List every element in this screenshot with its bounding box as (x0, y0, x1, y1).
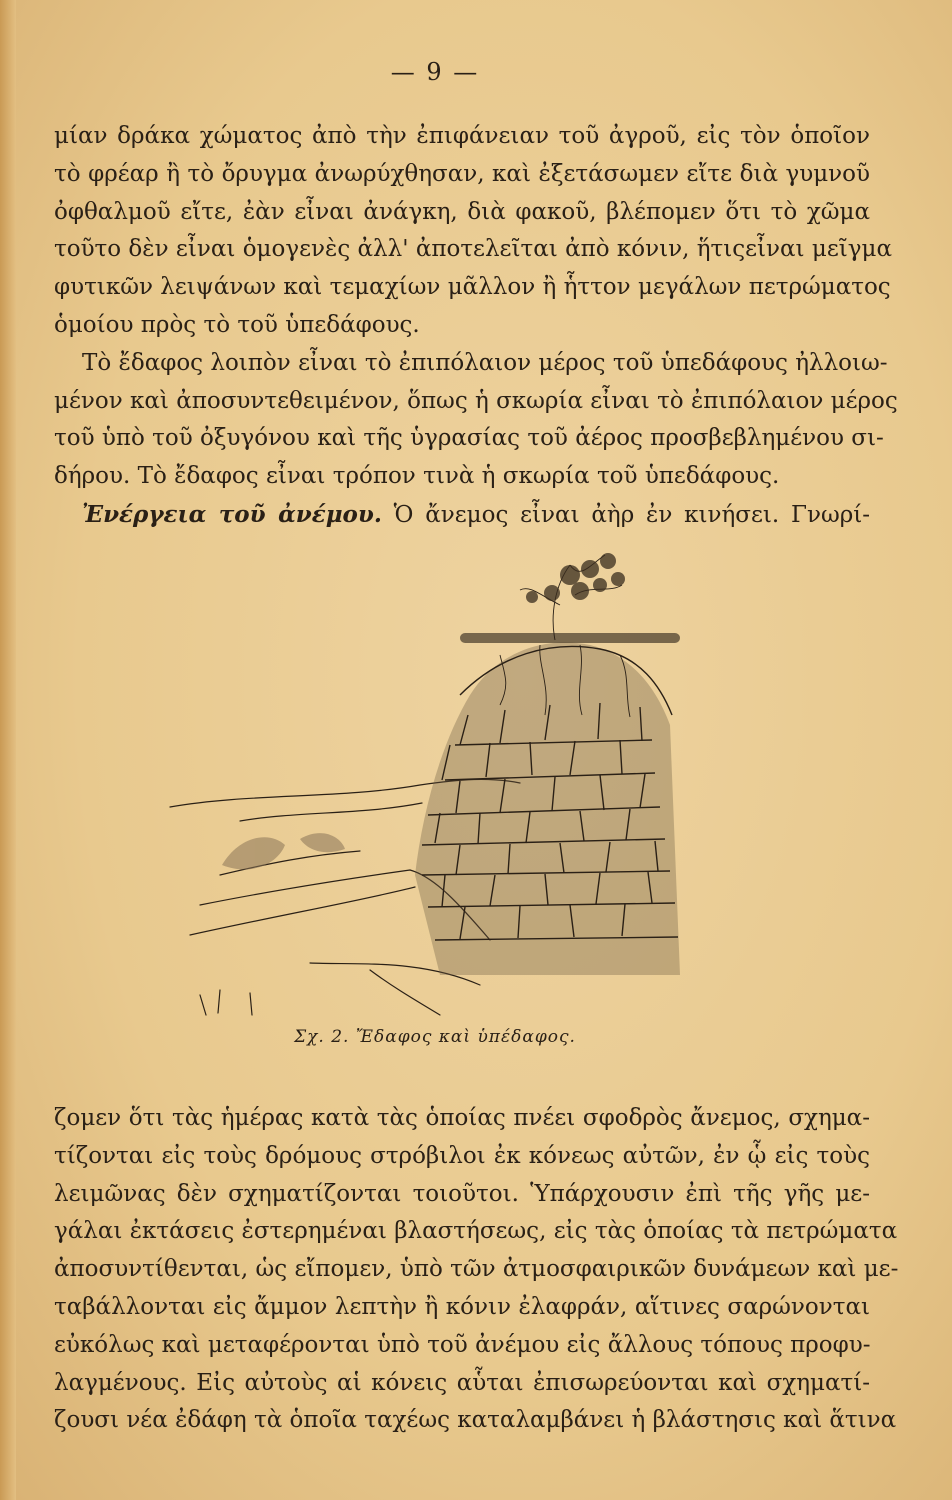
text-line: τὸ φρέαρ ἢ τὸ ὄρυγμα ἀνωρύχθησαν, καὶ ἐξετάσωμεν εἴτε διὰ γυμνοῦ (54, 160, 870, 187)
text-line: μίαν δράκα χώματος ἀπὸ τὴν ἐπιφάνειαν τοῦ ἀγροῦ, εἰς τὸν ὁποῖον (54, 123, 870, 149)
text-line: γάλαι ἐκτάσεις ἐστερημέναι βλαστήσεως, εἰς τὰς ὁποίας τὰ πετρώματα (54, 1218, 898, 1245)
figure-illustration (160, 545, 800, 1025)
text-line: ζουσι νέα ἐδάφη τὰ ὁποῖα ταχέως καταλαμβάνει ἡ βλάστησις καὶ ἅτινα (54, 1407, 897, 1434)
soil-and-subsoil-illustration (160, 545, 800, 1025)
section-heading-line (54, 496, 870, 534)
text-line: ὀφθαλμοῦ εἴτε, ἐὰν εἶναι ἀνάγκη, διὰ φακοῦ, βλέπομεν ὅτι τὸ χῶμα (54, 198, 870, 225)
text-line: λειμῶνας δὲν σχηματίζονται τοιοῦτοι. Ὑπάρχουσιν ἐπὶ τῆς γῆς με- (54, 1180, 870, 1207)
page-number: — 9 — (390, 58, 480, 86)
text-line: ταβάλλονται εἰς ἄμμον λεπτὴν ἢ κόνιν ἐλαφράν, αἵτινες σαρώνονται (54, 1293, 870, 1320)
text-line: ζομεν ὅτι τὰς ἡμέρας κατὰ τὰς ὁποίας πνέει σφοδρὸς ἄνεμος, σχημα- (54, 1105, 870, 1131)
figure-caption: Σχ. 2. Ἔδαφος καὶ ὑπέδαφος. (294, 1027, 576, 1047)
text-line: λαγμένους. Εἰς αὐτοὺς αἱ κόνεις αὗται ἐπισωρεύονται καὶ σχηματί- (54, 1369, 870, 1396)
text-block-top (54, 118, 898, 534)
text-line: τοῦτο δὲν εἶναι ὁμογενὲς ἀλλ' ἀποτελεῖται ἀπὸ κόνιν, ἥτιςεἶναι μεῖγμα (54, 236, 892, 263)
text-line: μένον καὶ ἀποσυντεθειμένον, ὅπως ἡ σκωρία εἶναι τὸ ἐπιπόλαιον μέρος (54, 387, 898, 414)
text-block-bottom (54, 1100, 899, 1440)
heading-continuation: Ὁ ἄνεμος εἶναι ἀὴρ ἐν κινήσει. Γνωρί- (393, 501, 871, 528)
text-line: ὁμοίου πρὸς τὸ τοῦ ὑπεδάφους. (54, 311, 420, 338)
section-heading: Ἐνέργεια τοῦ ἀνέμου. (82, 500, 382, 528)
text-line: εὐκόλως καὶ μεταφέρονται ὑπὸ τοῦ ἀνέμου εἰς ἄλλους τόπους προφυ- (54, 1331, 871, 1358)
text-line: ἀποσυντίθενται, ὡς εἴπομεν, ὑπὸ τῶν ἀτμοσφαιρικῶν δυνάμεων καὶ με- (54, 1256, 899, 1283)
text-line: Τὸ ἔδαφος λοιπὸν εἶναι τὸ ἐπιπόλαιον μέρος τοῦ ὑπεδάφους ἠλλοιω- (82, 349, 888, 376)
text-line: φυτικῶν λειψάνων καὶ τεμαχίων μᾶλλον ἢ ἧττον μεγάλων πετρώματος (54, 274, 891, 301)
page-edge-shadow (0, 0, 16, 1500)
text-line: τοῦ ὑπὸ τοῦ ὀξυγόνου καὶ τῆς ὑγρασίας τοῦ ἀέρος προσβεβλημένου σι- (54, 425, 884, 452)
text-line: τίζονται εἰς τοὺς δρόμους στρόβιλοι ἐκ κόνεως αὐτῶν, ἐν ᾧ εἰς τοὺς (54, 1142, 870, 1169)
text-line: δήρου. Τὸ ἔδαφος εἶναι τρόπον τινὰ ἡ σκωρία τοῦ ὑπεδάφους. (54, 463, 780, 490)
